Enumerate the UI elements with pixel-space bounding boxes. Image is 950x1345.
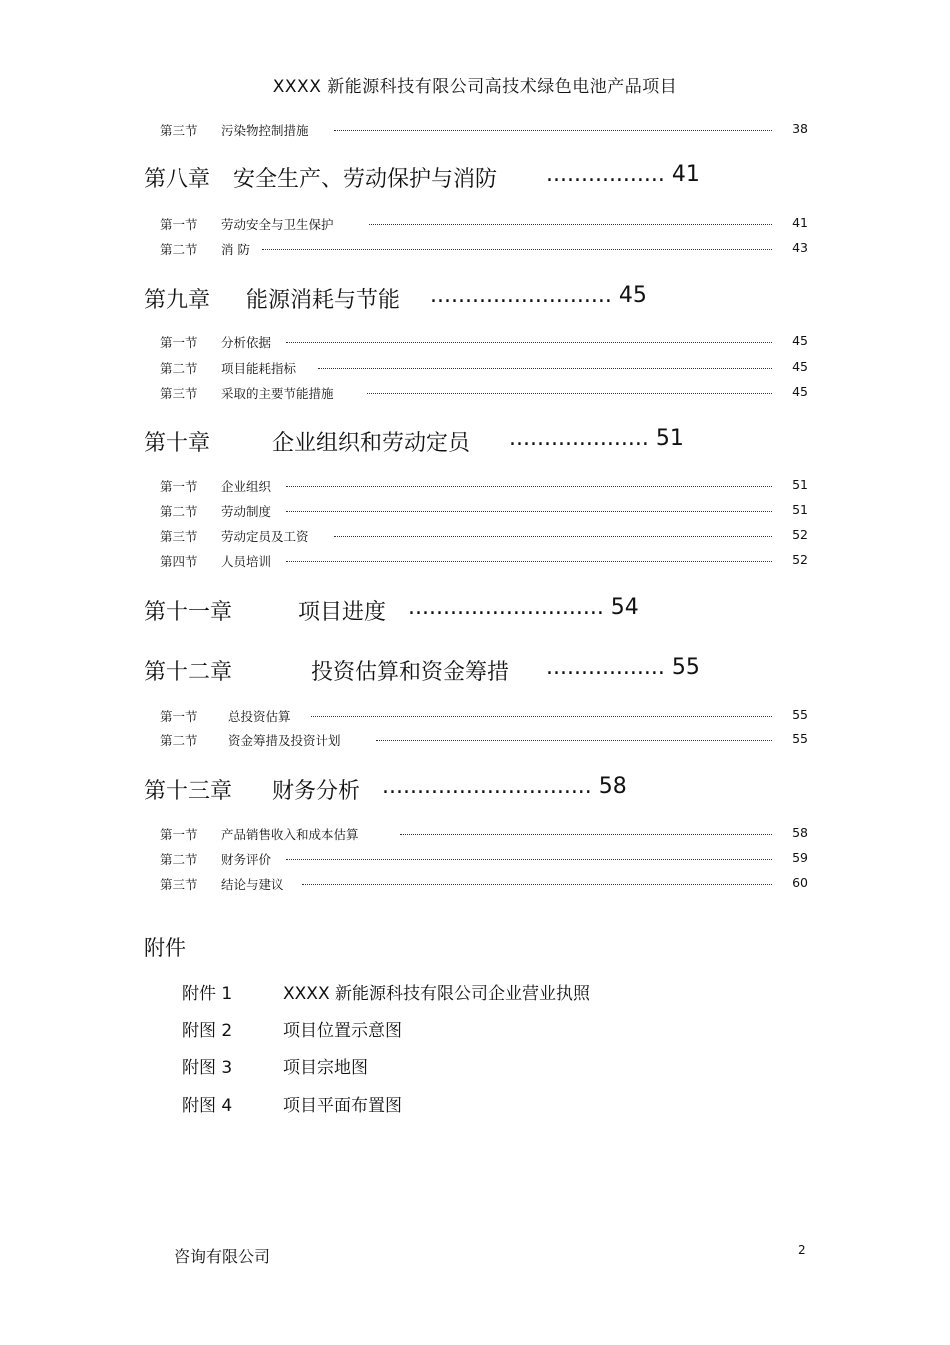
section-title: 总投资估算 [228,709,291,724]
section-label: 第一节 [160,827,198,842]
chapter-label: 第十章 [144,431,211,456]
section-label: 第二节 [160,852,198,867]
chapter-title: 财务分析 [272,779,361,804]
section-page: 38 [792,121,808,136]
chapter-title: 项目进度 [298,600,387,625]
chapter-title: 企业组织和劳动定员 [272,431,471,456]
section-page: 55 [792,731,808,746]
annex-item-title: 项目平面布置图 [283,1096,402,1116]
section-title: 财务评价 [221,852,272,867]
chapter-page: .................... 51 [509,426,684,451]
annex-label: 附图 2 [182,1021,233,1041]
section-label: 第三节 [160,386,198,401]
chapter-title: 能源消耗与节能 [246,288,401,313]
section-label: 第二节 [160,733,198,748]
leader-dots [286,502,772,512]
section-title: 劳动定员及工资 [221,529,309,544]
annex-item-title: 项目宗地图 [283,1058,368,1078]
section-title: 企业组织 [221,479,272,494]
section-title: 分析依据 [221,335,272,350]
leader-dots [286,552,772,562]
section-title: 污染物控制措施 [221,123,309,138]
section-title: 资金筹措及投资计划 [228,733,341,748]
page-number: 2 [798,1243,806,1257]
chapter-page: ................. 55 [546,655,700,680]
leader-dots [286,333,772,343]
section-page: 51 [792,502,808,517]
section-title: 消 防 [221,242,250,257]
chapter-label: 第十二章 [144,660,233,685]
chapter-label: 第八章 [144,167,211,192]
footer-company: 咨询有限公司 [174,1247,271,1266]
section-label: 第二节 [160,361,198,376]
chapter-page: .............................. 58 [382,774,627,799]
section-page: 59 [792,850,808,865]
section-page: 43 [792,240,808,255]
leader-dots [334,527,772,537]
section-label: 第一节 [160,217,198,232]
leader-dots [376,731,772,741]
section-label: 第一节 [160,709,198,724]
section-title: 产品销售收入和成本估算 [221,827,359,842]
chapter-title: 安全生产、劳动保护与消防 [233,167,498,192]
section-title: 结论与建议 [221,877,284,892]
chapter-page: .......................... 45 [430,283,647,308]
section-page: 55 [792,707,808,722]
chapter-label: 第九章 [144,288,211,313]
chapter-page: ............................ 54 [408,595,639,620]
leader-dots [334,121,772,131]
leader-dots [286,850,772,860]
section-title: 人员培训 [221,554,272,569]
section-label: 第二节 [160,242,198,257]
section-title: 劳动安全与卫生保护 [221,217,334,232]
section-label: 第三节 [160,877,198,892]
section-page: 52 [792,552,808,567]
section-label: 第二节 [160,504,198,519]
leader-dots [367,384,772,394]
chapter-page: ................. 41 [546,162,700,187]
section-page: 45 [792,333,808,348]
leader-dots [311,707,772,717]
section-label: 第四节 [160,554,198,569]
chapter-label: 第十一章 [144,600,233,625]
section-page: 45 [792,359,808,374]
page-header: XXXX 新能源科技有限公司高技术绿色电池产品项目 [272,77,678,97]
section-label: 第一节 [160,479,198,494]
leader-dots [400,825,772,835]
annex-label: 附图 4 [182,1096,233,1116]
annex-label: 附件 1 [182,984,233,1004]
section-title: 项目能耗指标 [221,361,297,376]
section-page: 60 [792,875,808,890]
leader-dots [286,477,772,487]
section-label: 第三节 [160,123,198,138]
chapter-label: 第十三章 [144,779,233,804]
section-page: 41 [792,215,808,230]
section-label: 第一节 [160,335,198,350]
section-page: 51 [792,477,808,492]
annex-item-title: 项目位置示意图 [283,1021,402,1041]
section-title: 劳动制度 [221,504,272,519]
section-page: 52 [792,527,808,542]
leader-dots [318,359,772,369]
section-page: 45 [792,384,808,399]
chapter-title: 投资估算和资金筹措 [311,660,510,685]
section-label: 第三节 [160,529,198,544]
leader-dots [369,215,772,225]
section-page: 58 [792,825,808,840]
leader-dots [262,240,772,250]
annex-item-title: XXXX 新能源科技有限公司企业营业执照 [283,984,590,1004]
leader-dots [302,875,772,885]
annex-label: 附图 3 [182,1058,233,1078]
annex-title: 附件 [144,936,186,960]
section-title: 采取的主要节能措施 [221,386,334,401]
